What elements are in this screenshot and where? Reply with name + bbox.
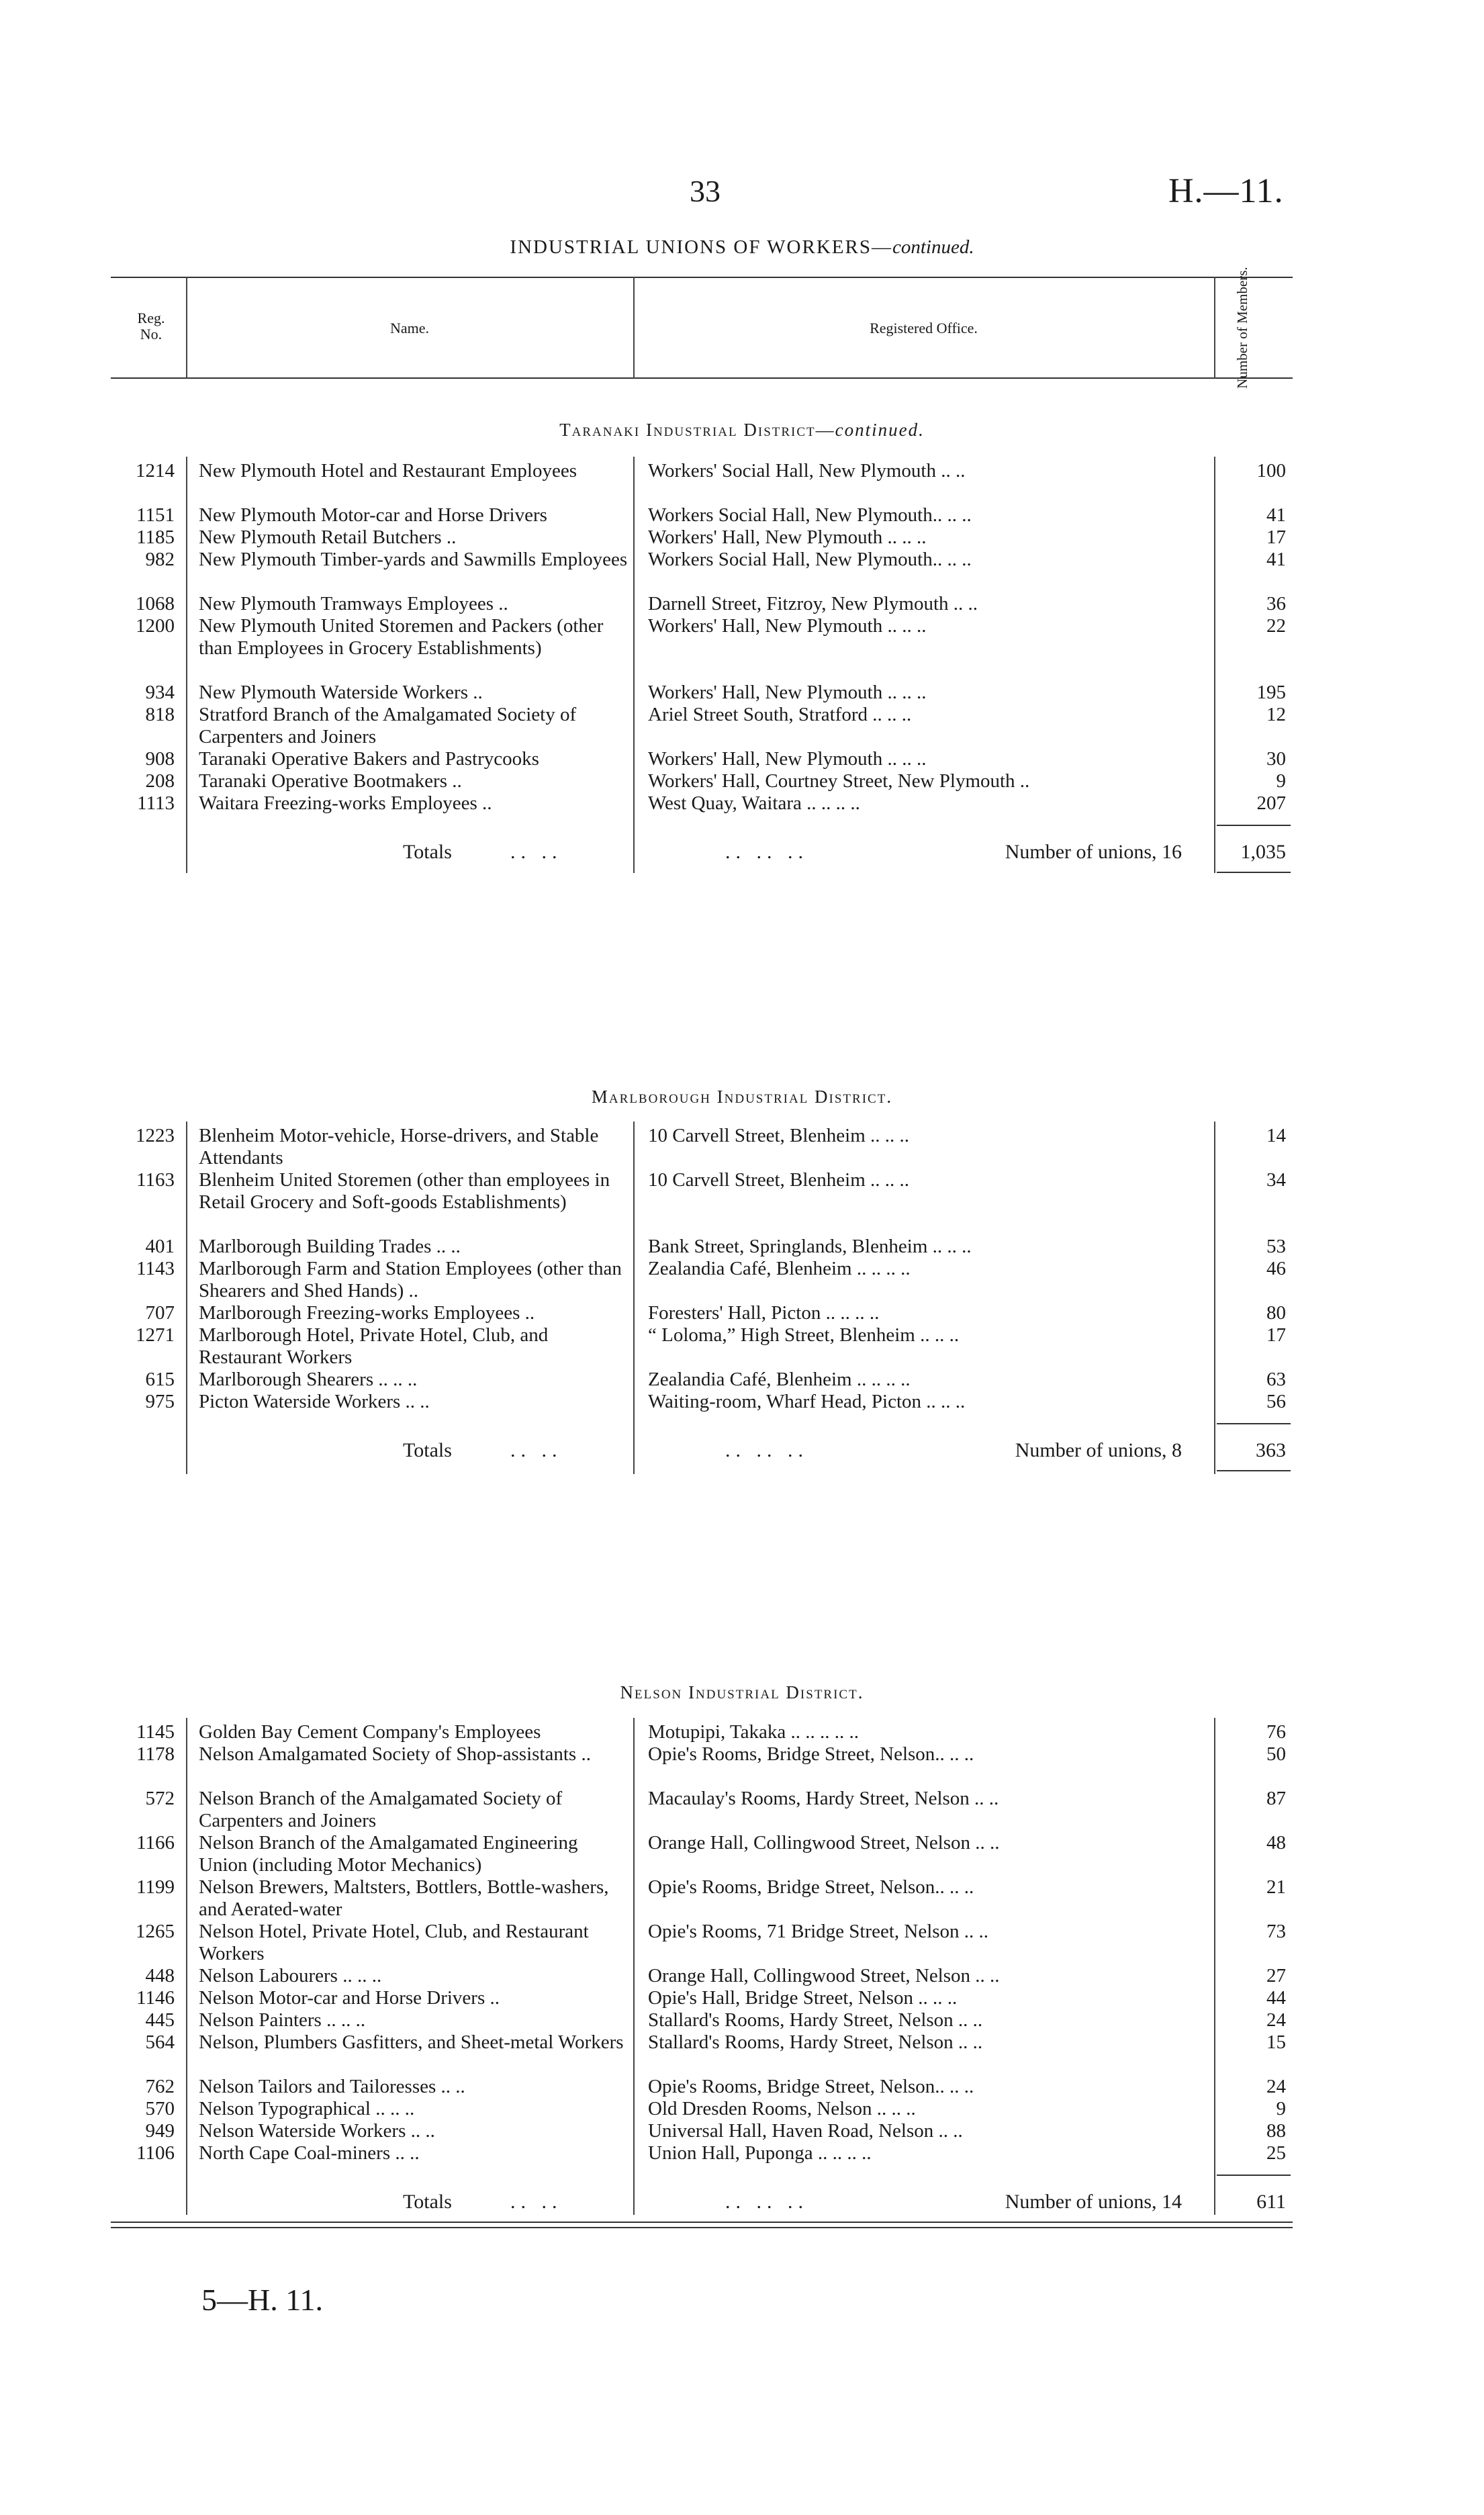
member-count: 195 bbox=[1256, 682, 1286, 703]
member-count: 30 bbox=[1266, 748, 1286, 770]
registered-office: Workers' Hall, New Plymouth .. .. .. bbox=[648, 748, 927, 770]
totals-rule bbox=[1217, 2175, 1291, 2176]
union-name: Nelson Labourers .. .. .. bbox=[199, 1965, 382, 1986]
table-row bbox=[0, 504, 1484, 527]
member-count: 76 bbox=[1266, 1721, 1286, 1743]
reg-number: 1185 bbox=[136, 527, 175, 548]
reg-number: 448 bbox=[145, 1965, 175, 1986]
union-name: Marlborough Building Trades .. .. bbox=[199, 1236, 461, 1257]
table-row bbox=[0, 1876, 1484, 1921]
number-of-unions: Number of unions, 8 bbox=[1015, 1439, 1182, 1461]
union-name: Golden Bay Cement Company's Employees bbox=[199, 1721, 541, 1743]
member-count: 14 bbox=[1266, 1125, 1286, 1146]
table-row bbox=[0, 1921, 1484, 1965]
union-name: Nelson, Plumbers Gasfitters, and Sheet-metal Workers bbox=[199, 2031, 624, 2053]
totals-label: Totals bbox=[403, 2191, 452, 2213]
page-title bbox=[0, 236, 1484, 259]
reg-number: 1146 bbox=[136, 1987, 175, 2009]
union-name: Nelson Typographical .. .. .. bbox=[199, 2098, 415, 2119]
member-count: 53 bbox=[1266, 1236, 1286, 1257]
section-title bbox=[0, 1087, 1484, 1107]
registered-office: Stallard's Rooms, Hardy Street, Nelson .. .. bbox=[648, 2009, 983, 2031]
registered-office: Zealandia Café, Blenheim .. .. .. .. bbox=[648, 1258, 911, 1279]
registered-office: Motupipi, Takaka .. .. .. .. .. bbox=[648, 1721, 859, 1743]
number-of-unions: Number of unions, 14 bbox=[1005, 2191, 1182, 2213]
registered-office: Ariel Street South, Stratford .. .. .. bbox=[648, 704, 912, 725]
column-header-reg-no: Reg. No. bbox=[137, 310, 165, 342]
registered-office: Workers' Hall, New Plymouth .. .. .. bbox=[648, 615, 927, 637]
table-row bbox=[0, 1169, 1484, 1236]
member-count: 24 bbox=[1266, 2076, 1286, 2097]
table-row bbox=[0, 1788, 1484, 1832]
totals-label: Totals bbox=[403, 841, 452, 863]
table-row bbox=[0, 2120, 1484, 2142]
table-row bbox=[0, 615, 1484, 682]
table-row bbox=[0, 704, 1484, 748]
registered-office: Workers Social Hall, New Plymouth.. .. .. bbox=[648, 549, 972, 570]
registered-office: Opie's Hall, Bridge Street, Nelson .. .. .. bbox=[648, 1987, 958, 2009]
member-count: 207 bbox=[1256, 792, 1286, 814]
reg-number: 615 bbox=[145, 1369, 175, 1390]
registered-office: 10 Carvell Street, Blenheim .. .. .. bbox=[648, 1169, 910, 1191]
union-name: Nelson Brewers, Maltsters, Bottlers, Bottle-washers, and Aerated-water bbox=[199, 1876, 609, 1920]
union-name: Nelson Amalgamated Society of Shop-assistants .. bbox=[199, 1743, 591, 1765]
registered-office: Union Hall, Puponga .. .. .. .. bbox=[648, 2142, 872, 2164]
totals-office-dots: .. .. .. bbox=[725, 2191, 808, 2213]
totals-rule bbox=[1217, 1423, 1291, 1424]
union-name: New Plymouth Waterside Workers .. bbox=[199, 682, 483, 703]
totals-leader-dots: .. .. bbox=[510, 841, 563, 863]
registered-office: Bank Street, Springlands, Blenheim .. .. .. bbox=[648, 1236, 972, 1257]
table-row bbox=[0, 2076, 1484, 2098]
table-row bbox=[0, 1369, 1484, 1391]
reg-number: 1151 bbox=[136, 504, 175, 526]
totals-label: Totals bbox=[403, 1439, 452, 1461]
union-name: Nelson Hotel, Private Hotel, Club, and Restaurant Workers bbox=[199, 1921, 589, 1964]
table-row bbox=[0, 593, 1484, 615]
table-row bbox=[0, 1832, 1484, 1876]
column-header-office: Registered Office. bbox=[870, 320, 978, 336]
table-row bbox=[0, 748, 1484, 770]
table-row bbox=[0, 1391, 1484, 1413]
member-count: 34 bbox=[1266, 1169, 1286, 1191]
table-row bbox=[0, 549, 1484, 593]
union-name: Taranaki Operative Bootmakers .. bbox=[199, 770, 462, 792]
member-count: 15 bbox=[1266, 2031, 1286, 2053]
reg-number: 1166 bbox=[136, 1832, 175, 1854]
union-name: Stratford Branch of the Amalgamated Society of Carpenters and Joiners bbox=[199, 704, 577, 747]
table-row bbox=[0, 1987, 1484, 2009]
reg-number: 1199 bbox=[136, 1876, 175, 1898]
reg-number: 570 bbox=[145, 2098, 175, 2119]
member-count: 41 bbox=[1266, 549, 1286, 570]
reg-number: 208 bbox=[145, 770, 175, 792]
reg-number: 445 bbox=[145, 2009, 175, 2031]
reg-number: 1265 bbox=[136, 1921, 175, 1942]
member-count: 36 bbox=[1266, 593, 1286, 614]
registered-office: Workers' Social Hall, New Plymouth .. .. bbox=[648, 460, 966, 482]
table-row bbox=[0, 1302, 1484, 1324]
union-name: Blenheim United Storemen (other than employees in Retail Grocery and Soft-goods Establishments) bbox=[199, 1169, 610, 1213]
page-number: 33 bbox=[690, 174, 721, 208]
reg-number: 1163 bbox=[136, 1169, 175, 1191]
reg-number: 949 bbox=[145, 2120, 175, 2142]
totals-underline bbox=[1217, 872, 1291, 873]
registered-office: Darnell Street, Fitzroy, New Plymouth .. .. bbox=[648, 593, 978, 614]
registered-office: Workers' Hall, New Plymouth .. .. .. bbox=[648, 527, 927, 548]
registered-office: Opie's Rooms, Bridge Street, Nelson.. .. .. bbox=[648, 1743, 974, 1765]
member-count: 17 bbox=[1266, 527, 1286, 548]
registered-office: West Quay, Waitara .. .. .. .. bbox=[648, 792, 860, 814]
member-count: 41 bbox=[1266, 504, 1286, 526]
table-row bbox=[0, 2142, 1484, 2164]
registered-office: Orange Hall, Collingwood Street, Nelson .. .. bbox=[648, 1965, 1000, 1986]
footer-reference: 5—H. 11. bbox=[201, 2283, 324, 2317]
column-header-members bbox=[1222, 267, 1262, 389]
union-name: Picton Waterside Workers .. .. bbox=[199, 1391, 430, 1412]
section-title bbox=[0, 1682, 1484, 1703]
header-top-rule bbox=[111, 277, 1293, 278]
union-name: Marlborough Freezing-works Employees .. bbox=[199, 1302, 535, 1324]
registered-office: Zealandia Café, Blenheim .. .. .. .. bbox=[648, 1369, 911, 1390]
member-count: 100 bbox=[1256, 460, 1286, 482]
reg-number: 1271 bbox=[136, 1324, 175, 1346]
table-row bbox=[0, 792, 1484, 815]
table-row bbox=[0, 2009, 1484, 2031]
member-count: 25 bbox=[1266, 2142, 1286, 2164]
member-count: 44 bbox=[1266, 1987, 1286, 2009]
totals-members: 1,035 bbox=[1240, 841, 1286, 863]
table-row bbox=[0, 770, 1484, 792]
header-bottom-rule bbox=[111, 377, 1293, 379]
totals-members: 363 bbox=[1256, 1439, 1286, 1461]
member-count: 46 bbox=[1266, 1258, 1286, 1279]
table-row bbox=[0, 2098, 1484, 2120]
reg-number: 1223 bbox=[136, 1125, 175, 1146]
reg-number: 1200 bbox=[136, 615, 175, 637]
registered-office: Waiting-room, Wharf Head, Picton .. .. .. bbox=[648, 1391, 966, 1412]
header-divider bbox=[1214, 277, 1215, 379]
union-name: New Plymouth Motor-car and Horse Drivers bbox=[199, 504, 547, 526]
reg-number: 1143 bbox=[136, 1258, 175, 1279]
reg-number: 1178 bbox=[136, 1743, 175, 1765]
table-row bbox=[0, 1236, 1484, 1258]
registered-office: Old Dresden Rooms, Nelson .. .. .. bbox=[648, 2098, 916, 2119]
member-count: 80 bbox=[1266, 1302, 1286, 1324]
column-header-name: Name. bbox=[389, 320, 430, 336]
registered-office: Workers' Hall, New Plymouth .. .. .. bbox=[648, 682, 927, 703]
union-name: New Plymouth Retail Butchers .. bbox=[199, 527, 457, 548]
reg-number: 572 bbox=[145, 1788, 175, 1809]
document-reference: H.—11. bbox=[1168, 172, 1284, 210]
registered-office: “ Loloma,” High Street, Blenheim .. .. .. bbox=[648, 1324, 960, 1346]
totals-office-dots: .. .. .. bbox=[725, 841, 808, 863]
registered-office: Workers' Hall, Courtney Street, New Plymouth .. bbox=[648, 770, 1030, 792]
registered-office: Foresters' Hall, Picton .. .. .. .. bbox=[648, 1302, 880, 1324]
table-row bbox=[0, 1965, 1484, 1987]
totals-office-dots: .. .. .. bbox=[725, 1439, 808, 1461]
member-count: 48 bbox=[1266, 1832, 1286, 1854]
registered-office: Stallard's Rooms, Hardy Street, Nelson .. .. bbox=[648, 2031, 983, 2053]
union-name: Marlborough Hotel, Private Hotel, Club, and Restaurant Workers bbox=[199, 1324, 549, 1368]
table-row bbox=[0, 2031, 1484, 2076]
totals-rule bbox=[1217, 825, 1291, 826]
table-row bbox=[0, 1721, 1484, 1743]
union-name: New Plymouth Hotel and Restaurant Employees bbox=[199, 460, 577, 482]
column-header-members-label: Number of Members. bbox=[1234, 267, 1250, 389]
table-row bbox=[0, 1258, 1484, 1302]
table-row bbox=[0, 1743, 1484, 1788]
registered-office: Workers Social Hall, New Plymouth.. .. .. bbox=[648, 504, 972, 526]
member-count: 9 bbox=[1276, 770, 1286, 792]
union-name: Marlborough Farm and Station Employees (other than Shearers and Shed Hands) .. bbox=[199, 1258, 622, 1301]
table-row bbox=[0, 682, 1484, 704]
union-name: Nelson Waterside Workers .. .. bbox=[199, 2120, 435, 2142]
member-count: 22 bbox=[1266, 615, 1286, 637]
member-count: 63 bbox=[1266, 1369, 1286, 1390]
table-row bbox=[0, 460, 1484, 504]
totals-members: 611 bbox=[1256, 2191, 1286, 2213]
reg-number: 1145 bbox=[136, 1721, 175, 1743]
member-count: 56 bbox=[1266, 1391, 1286, 1412]
registered-office: 10 Carvell Street, Blenheim .. .. .. bbox=[648, 1125, 910, 1146]
union-name: Nelson Motor-car and Horse Drivers .. bbox=[199, 1987, 500, 2009]
registered-office: Opie's Rooms, 71 Bridge Street, Nelson .. .. bbox=[648, 1921, 989, 1942]
member-count: 9 bbox=[1276, 2098, 1286, 2119]
registered-office: Opie's Rooms, Bridge Street, Nelson.. .. .. bbox=[648, 1876, 974, 1898]
member-count: 12 bbox=[1266, 704, 1286, 725]
section-title-main: Nelson Industrial District. bbox=[620, 1682, 864, 1702]
union-name: Blenheim Motor-vehicle, Horse-drivers, and Stable Attendants bbox=[199, 1125, 599, 1169]
reg-number: 762 bbox=[145, 2076, 175, 2097]
table-row bbox=[0, 527, 1484, 549]
union-name: Taranaki Operative Bakers and Pastrycooks bbox=[199, 748, 539, 770]
totals-underline bbox=[1217, 1470, 1291, 1471]
reg-number: 1113 bbox=[137, 792, 175, 814]
reg-number: 1106 bbox=[136, 2142, 175, 2164]
section-title-italic: continued. bbox=[835, 420, 925, 440]
reg-number: 1068 bbox=[136, 593, 175, 614]
union-name: Marlborough Shearers .. .. .. bbox=[199, 1369, 418, 1390]
totals-leader-dots: .. .. bbox=[510, 1439, 563, 1461]
member-count: 50 bbox=[1266, 1743, 1286, 1765]
member-count: 17 bbox=[1266, 1324, 1286, 1346]
registered-office: Universal Hall, Haven Road, Nelson .. .. bbox=[648, 2120, 963, 2142]
union-name: North Cape Coal-miners .. .. bbox=[199, 2142, 420, 2164]
page-bottom-rule bbox=[111, 2227, 1293, 2228]
number-of-unions: Number of unions, 16 bbox=[1005, 841, 1182, 863]
registered-office: Orange Hall, Collingwood Street, Nelson .. .. bbox=[648, 1832, 1000, 1854]
member-count: 21 bbox=[1266, 1876, 1286, 1898]
union-name: New Plymouth United Storemen and Packers (other than Employees in Grocery Establishments) bbox=[199, 615, 604, 659]
union-name: Waitara Freezing-works Employees .. bbox=[199, 792, 492, 814]
totals-leader-dots: .. .. bbox=[510, 2191, 563, 2213]
union-name: New Plymouth Timber-yards and Sawmills Employees bbox=[199, 549, 628, 570]
member-count: 24 bbox=[1266, 2009, 1286, 2031]
registered-office: Opie's Rooms, Bridge Street, Nelson.. .. .. bbox=[648, 2076, 974, 2097]
member-count: 87 bbox=[1266, 1788, 1286, 1809]
union-name: Nelson Tailors and Tailoresses .. .. bbox=[199, 2076, 465, 2097]
reg-number: 401 bbox=[145, 1236, 175, 1257]
page-title-main: INDUSTRIAL UNIONS OF WORKERS— bbox=[510, 236, 892, 258]
table-row bbox=[0, 1125, 1484, 1169]
registered-office: Macaulay's Rooms, Hardy Street, Nelson .. .. bbox=[648, 1788, 999, 1809]
reg-number: 934 bbox=[145, 682, 175, 703]
union-name: Nelson Branch of the Amalgamated Society of Carpenters and Joiners bbox=[199, 1788, 563, 1831]
page-bottom-rule bbox=[111, 2222, 1293, 2223]
table-row bbox=[0, 1324, 1484, 1369]
union-name: Nelson Painters .. .. .. bbox=[199, 2009, 366, 2031]
reg-number: 975 bbox=[145, 1391, 175, 1412]
member-count: 27 bbox=[1266, 1965, 1286, 1986]
section-title-main: Taranaki Industrial District— bbox=[559, 420, 835, 440]
page-title-italic: continued. bbox=[892, 236, 974, 258]
union-name: Nelson Branch of the Amalgamated Engineering Union (including Motor Mechanics) bbox=[199, 1832, 578, 1876]
reg-number: 908 bbox=[145, 748, 175, 770]
member-count: 73 bbox=[1266, 1921, 1286, 1942]
reg-number: 982 bbox=[145, 549, 175, 570]
member-count: 88 bbox=[1266, 2120, 1286, 2142]
reg-number: 1214 bbox=[136, 460, 175, 482]
reg-number: 564 bbox=[145, 2031, 175, 2053]
reg-number: 707 bbox=[145, 1302, 175, 1324]
reg-number: 818 bbox=[145, 704, 175, 725]
section-title bbox=[0, 420, 1484, 441]
union-name: New Plymouth Tramways Employees .. bbox=[199, 593, 508, 614]
section-title-main: Marlborough Industrial District. bbox=[591, 1087, 893, 1107]
